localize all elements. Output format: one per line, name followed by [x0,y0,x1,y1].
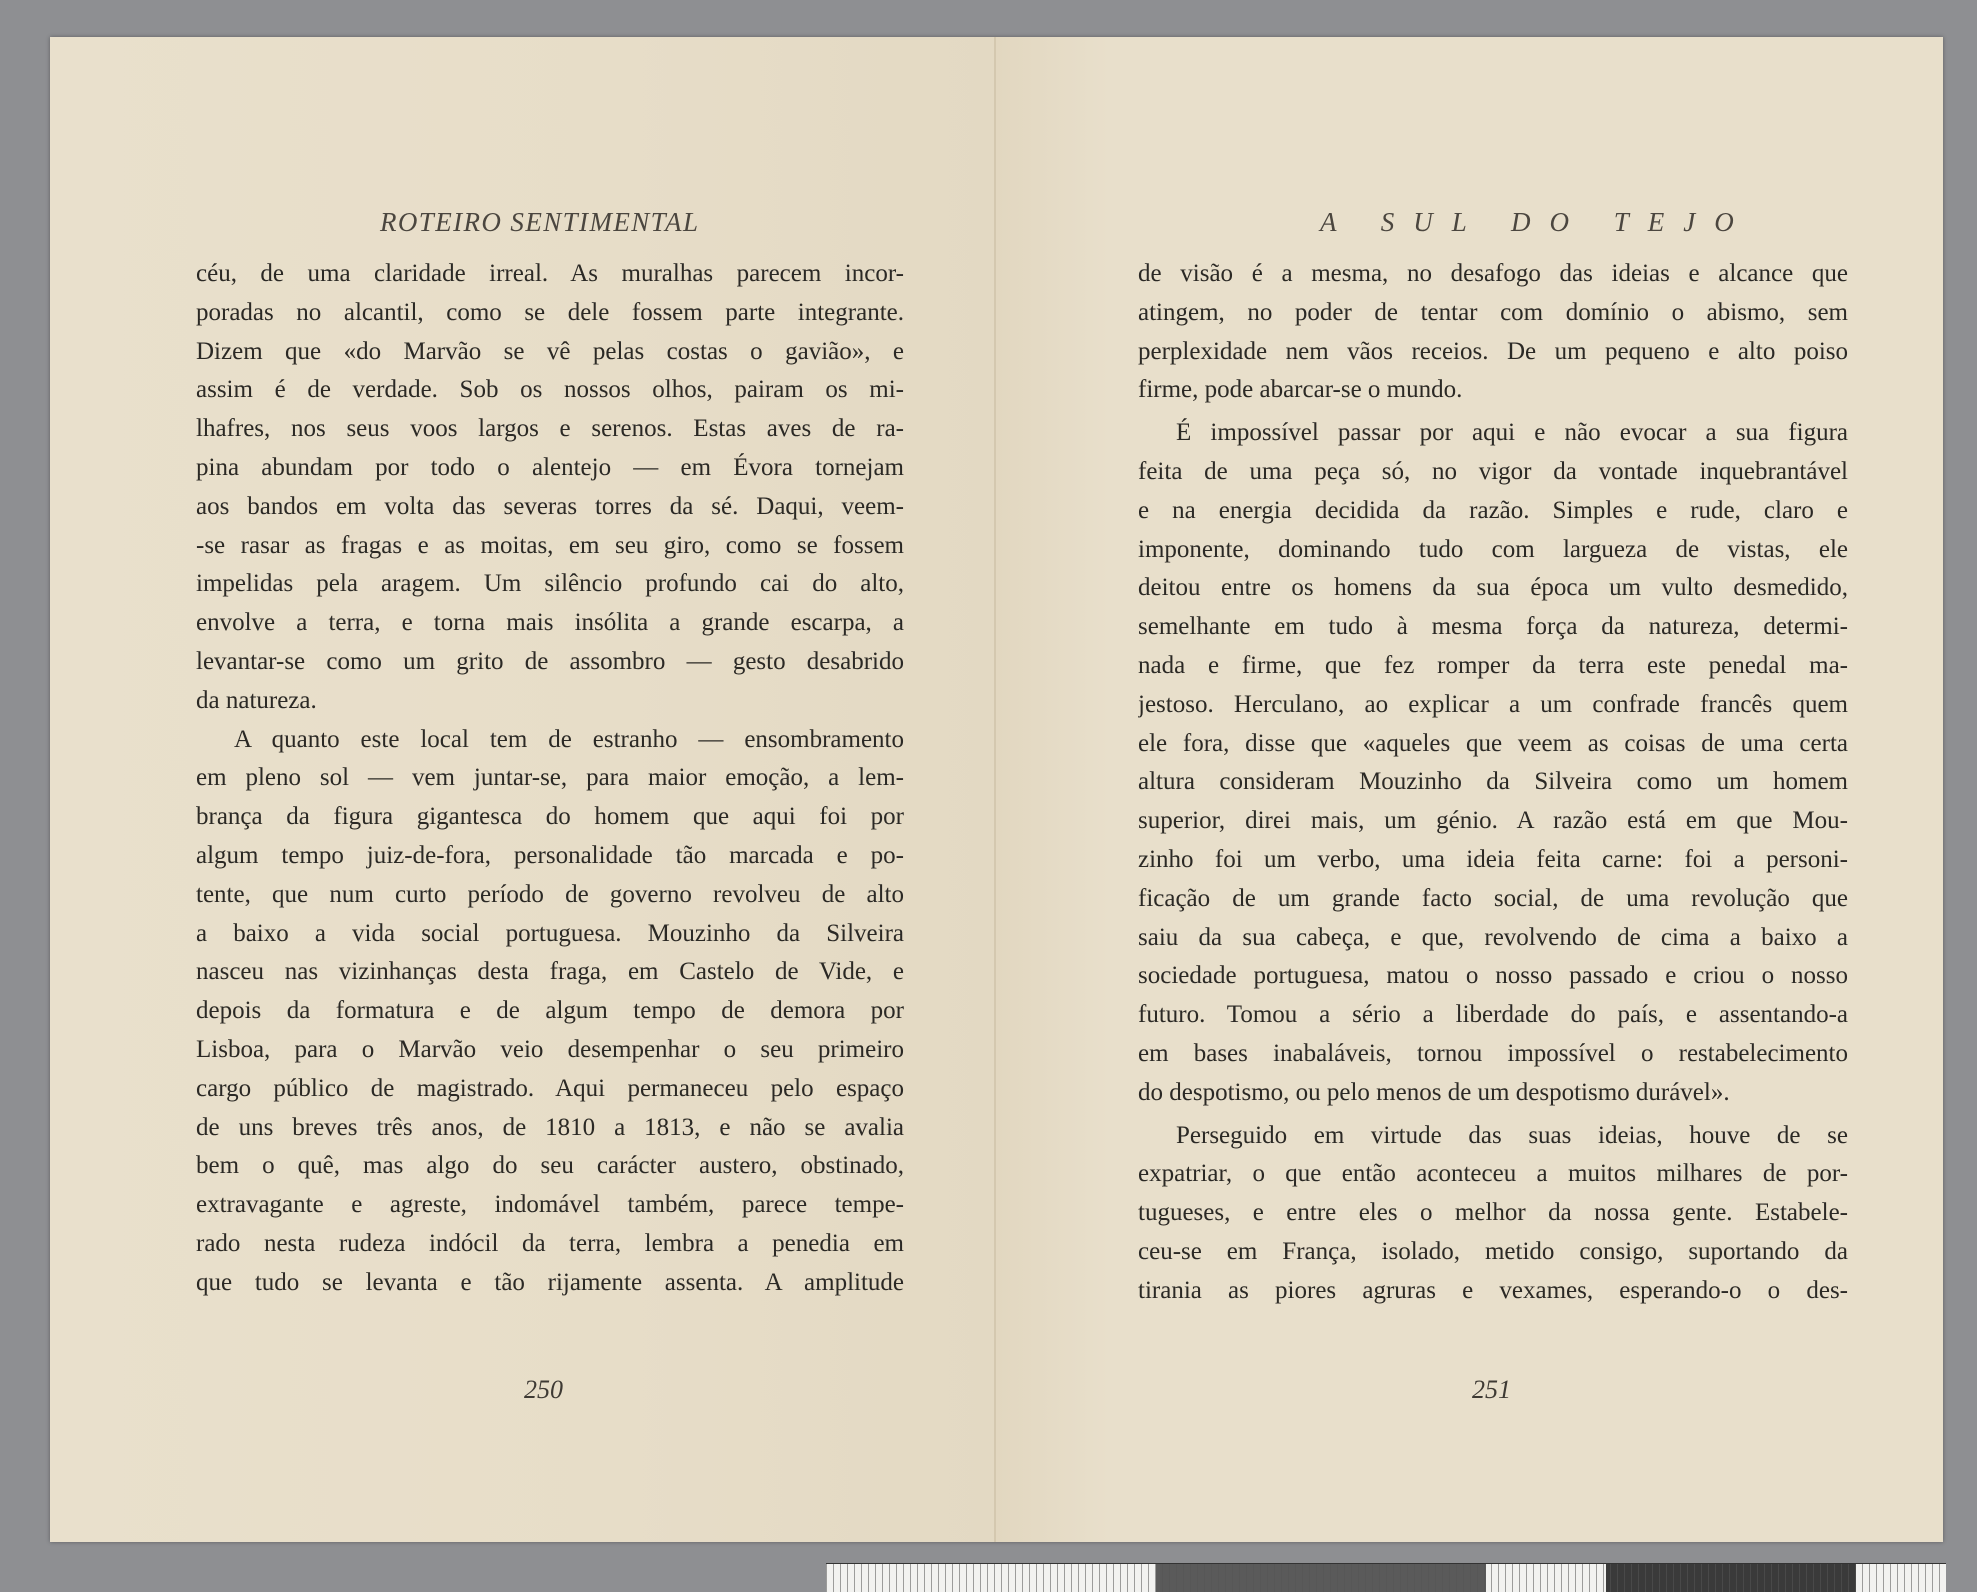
text-line: impelidas pela aragem. Um silêncio profundo cai do alto, [196,570,904,598]
text-line: a baixo a vida social portuguesa. Mouzinho da Silveira [196,919,904,947]
right-page [996,37,1943,1542]
text-line: ceu-se em França, isolado, metido consigo, suportando da [1138,1237,1848,1265]
text-line: feita de uma peça só, no vigor da vontade inquebrantável [1138,457,1848,485]
text-line: do despotismo, ou pelo menos de um despotismo durável». [1138,1078,1730,1106]
text-line: futuro. Tomou a sério a liberdade do país, e assentando-a [1138,1001,1848,1029]
text-line: deitou entre os homens da sua época um vulto desmedido, [1138,574,1848,602]
text-line: lhafres, nos seus voos largos e serenos. Estas aves de ra- [196,415,904,443]
text-line: céu, de uma claridade irreal. As muralhas parecem incor- [196,260,904,287]
text-line: zinho foi um verbo, uma ideia feita carne: foi a personi- [1138,845,1848,873]
left-page-text [196,255,904,1303]
scale-ruler [826,1563,1946,1592]
text-line: semelhante em tudo à mesma força da natureza, determi- [1138,613,1848,641]
left-page [50,37,996,1542]
text-line: cargo público de magistrado. Aqui permaneceu pelo espaço [196,1074,904,1102]
text-line: tugueses, e entre eles o melhor da nossa gente. Estabele- [1138,1199,1848,1227]
running-header-left: ROTEIRO SENTIMENTAL [380,207,700,237]
text-line: É impossível passar por aqui e não evocar a sua figura [1176,419,1848,447]
text-line: em pleno sol — vem juntar-se, para maior emoção, a lem- [196,764,904,792]
text-line: ficação de um grande facto social, de uma revolução que [1138,884,1848,912]
text-line: assim é de verdade. Sob os nossos olhos, pairam os mi- [196,376,904,404]
text-line: de uns breves três anos, de 1810 a 1813, e não se avalia [196,1113,904,1141]
text-line: nasceu nas vizinhanças desta fraga, em Castelo de Vide, e [196,958,904,986]
open-book [50,37,1943,1542]
text-line: que tudo se levanta e tão rijamente assenta. A amplitude [196,1268,904,1296]
text-line: imponente, dominando tudo com largueza de vistas, ele [1138,535,1848,563]
page-number-right: 251 [1472,1375,1511,1404]
text-line: atingem, no poder de tentar com domínio o abismo, sem [1138,298,1848,326]
text-line: Dizem que «do Marvão se vê pelas costas o gavião», e [196,337,904,365]
right-page-text [1138,255,1848,1311]
text-line: Perseguido em virtude das suas ideias, houve de se [1176,1121,1848,1149]
text-line: ele fora, disse que «aqueles que veem as coisas de uma certa [1138,729,1848,757]
text-line: aos bandos em volta das severas torres da sé. Daqui, veem- [196,492,904,520]
text-line: nada e firme, que fez romper da terra este penedal ma- [1138,651,1848,679]
page-number-left: 250 [524,1375,563,1404]
text-line: pina abundam por todo o alentejo — em Évora tornejam [196,453,904,481]
text-line: em bases inabaláveis, tornou impossível o restabelecimento [1138,1039,1848,1067]
text-line: da natureza. [196,686,317,714]
text-line: tirania as piores agruras e vexames, esperando-o o des- [1138,1276,1848,1304]
text-line: superior, direi mais, um génio. A razão está em que Mou- [1138,807,1848,835]
text-line: perplexidade nem vãos receios. De um pequeno e alto poiso [1138,337,1848,365]
text-line: -se rasar as fragas e as moitas, em seu giro, como se fossem [196,531,904,559]
text-line: rado nesta rudeza indócil da terra, lembra a penedia em [196,1229,904,1257]
text-line: A quanto este local tem de estranho — ensombramento [234,725,904,753]
text-line: algum tempo juiz-de-fora, personalidade tão marcada e po- [196,841,904,869]
text-line: extravagante e agreste, indomável também, parece tempe- [196,1191,904,1219]
text-line: expatriar, o que então aconteceu a muitos milhares de por- [1138,1160,1848,1188]
text-line: altura consideram Mouzinho da Silveira como um homem [1138,768,1848,796]
text-line: tente, que num curto período de governo revolveu de alto [196,880,904,908]
text-line: envolve a terra, e torna mais insólita a grande escarpa, a [196,609,904,637]
text-line: levantar-se como um grito de assombro — gesto desabrido [196,647,904,675]
text-line: de visão é a mesma, no desafogo das ideias e alcance que [1138,260,1848,287]
text-line: bem o quê, mas algo do seu carácter austero, obstinado, [196,1152,904,1180]
text-line: firme, pode abarcar-se o mundo. [1138,376,1463,404]
running-header-right: A SUL DO TEJO [1320,207,1753,237]
text-line: sociedade portuguesa, matou o nosso passado e criou o nosso [1138,962,1848,990]
text-line: poradas no alcantil, como se dele fossem parte integrante. [196,298,904,326]
text-line: e na energia decidida da razão. Simples e rude, claro e [1138,496,1848,524]
text-line: jestoso. Herculano, ao explicar a um confrade francês quem [1138,690,1848,718]
text-line: depois da formatura e de algum tempo de demora por [196,997,904,1025]
text-line: brança da figura gigantesca do homem que aqui foi por [196,803,904,831]
text-line: Lisboa, para o Marvão veio desempenhar o seu primeiro [196,1035,904,1063]
text-line: saiu da sua cabeça, e que, revolvendo de cima a baixo a [1138,923,1848,951]
